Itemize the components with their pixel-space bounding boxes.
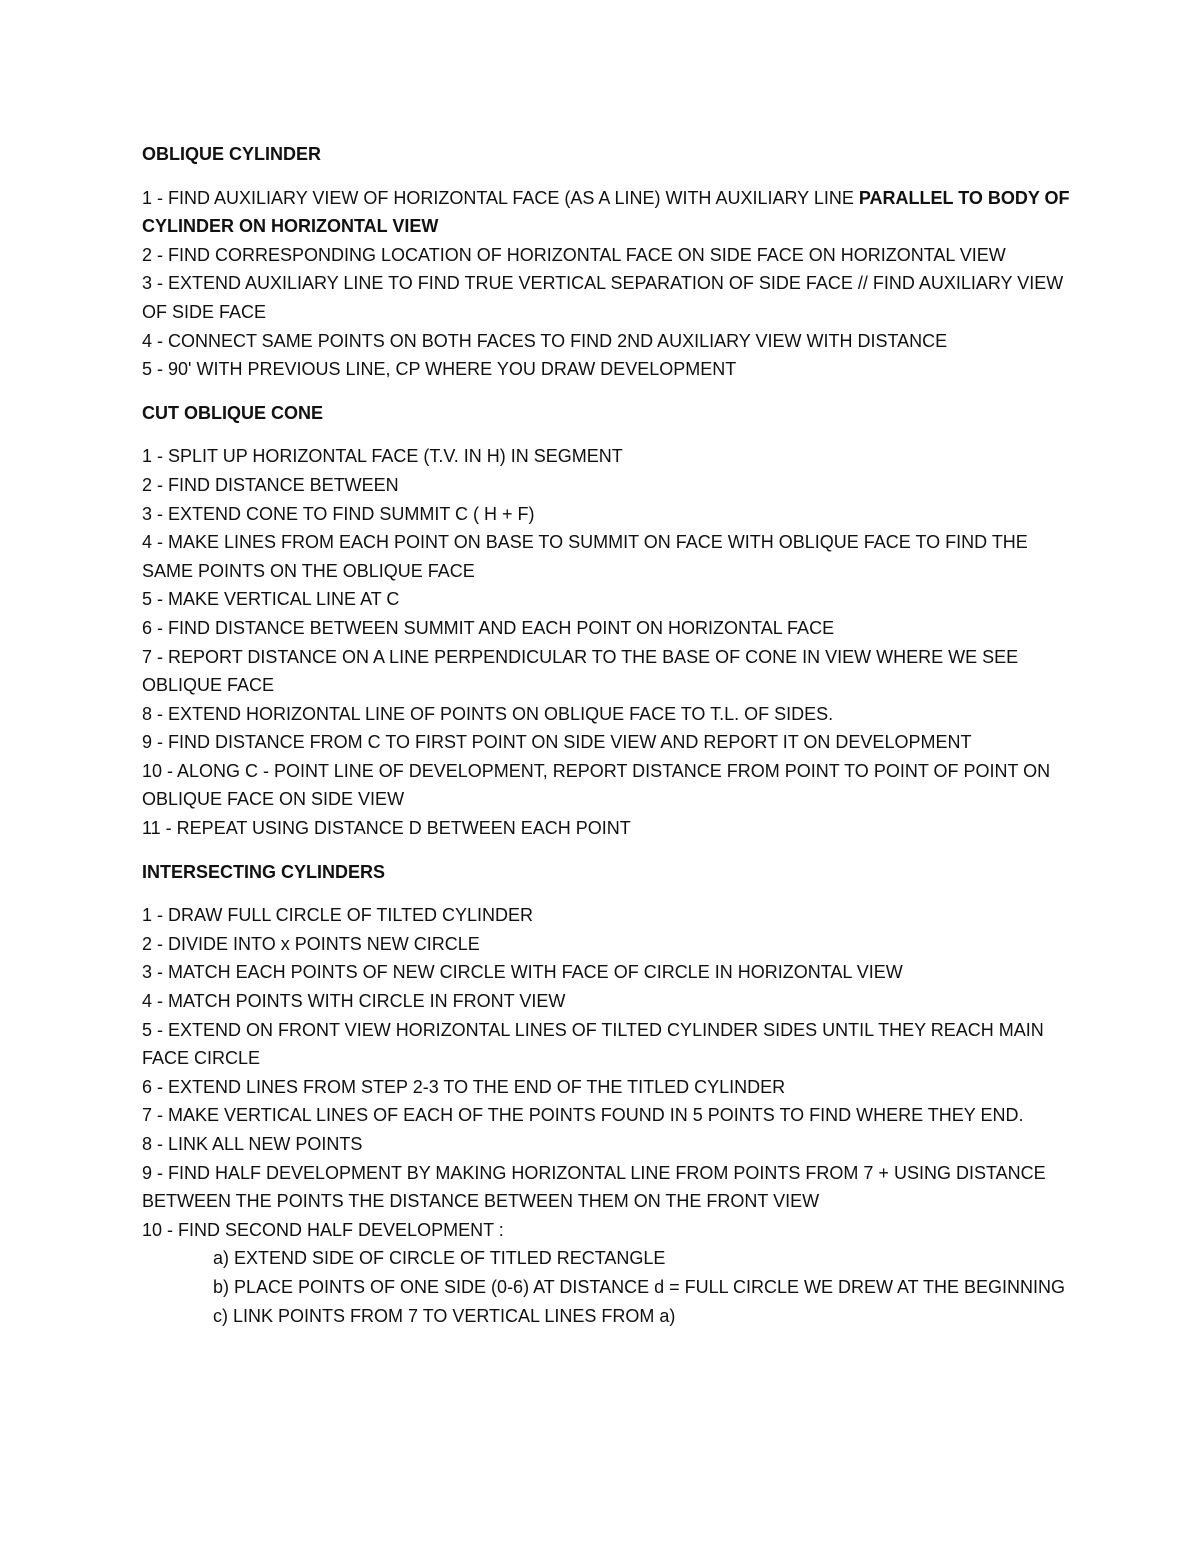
- step-item: 2 - DIVIDE INTO x POINTS NEW CIRCLE: [142, 933, 480, 954]
- step-item: 7 - MAKE VERTICAL LINES OF EACH OF THE POINTS FOUND IN 5 POINTS TO FIND WHERE THEY END.: [142, 1105, 1024, 1126]
- step-item: 4 - MATCH POINTS WITH CIRCLE IN FRONT VIEW: [142, 991, 566, 1012]
- step-item: 4 - CONNECT SAME POINTS ON BOTH FACES TO FIND 2ND AUXILIARY VIEW WITH DISTANCE: [142, 330, 948, 351]
- sub-step-item: a) EXTEND SIDE OF CIRCLE OF TITLED RECTANGLE: [213, 1248, 666, 1269]
- step-item: 1 - DRAW FULL CIRCLE OF TILTED CYLINDER: [142, 905, 534, 926]
- section-title: OBLIQUE CYLINDER: [142, 144, 322, 164]
- document-page: [142, 140, 1082, 1345]
- step-item: 9 - FIND HALF DEVELOPMENT BY MAKING HORIZONTAL LINE FROM POINTS FROM 7 + USING DISTANCE BETWEEN THE POINTS THE DISTANCE BETWEEN THEM ON THE FRONT VIEW: [142, 1162, 1046, 1212]
- section-title: CUT OBLIQUE CONE: [142, 402, 324, 423]
- sub-step-item: c) LINK POINTS FROM 7 TO VERTICAL LINES FROM a): [213, 1305, 676, 1326]
- step-item: 5 - EXTEND ON FRONT VIEW HORIZONTAL LINES OF TILTED CYLINDER SIDES UNTIL THEY REACH MAIN FACE CIRCLE: [142, 1019, 1044, 1069]
- step-item: 8 - LINK ALL NEW POINTS: [142, 1134, 363, 1154]
- step-item: 4 - MAKE LINES FROM EACH POINT ON BASE TO SUMMIT ON FACE WITH OBLIQUE FACE TO FIND THE SAME POINTS ON THE OBLIQUE FACE: [142, 532, 1028, 581]
- section-intersecting-cylinders: [142, 858, 1082, 1331]
- step-item: 6 - EXTEND LINES FROM STEP 2-3 TO THE END OF THE TITLED CYLINDER: [142, 1076, 786, 1097]
- step-item: 11 - REPEAT USING DISTANCE D BETWEEN EACH POINT: [142, 818, 631, 839]
- step-item: 5 - MAKE VERTICAL LINE AT C: [142, 589, 400, 610]
- step-item: 10 - FIND SECOND HALF DEVELOPMENT :: [142, 1219, 504, 1240]
- step-item: 2 - FIND DISTANCE BETWEEN: [142, 474, 399, 495]
- step-bold-text: PARALLEL TO BODY OF CYLINDER ON HORIZONTAL VIEW: [142, 187, 1070, 237]
- sub-step-item: b) PLACE POINTS OF ONE SIDE (0-6) AT DISTANCE d = FULL CIRCLE WE DREW AT THE BEGINNING: [213, 1276, 1066, 1297]
- step-item: 10 - ALONG C - POINT LINE OF DEVELOPMENT, REPORT DISTANCE FROM POINT TO POINT OF POINT ON OBLIQUE FACE ON SIDE VIEW: [142, 760, 1051, 810]
- step-item: 1 - SPLIT UP HORIZONTAL FACE (T.V. IN H) IN SEGMENT: [142, 446, 623, 467]
- step-item: 9 - FIND DISTANCE FROM C TO FIRST POINT ON SIDE VIEW AND REPORT IT ON DEVELOPMENT: [142, 732, 972, 753]
- step-item: 5 - 90' WITH PREVIOUS LINE, CP WHERE YOU DRAW DEVELOPMENT: [142, 359, 737, 380]
- step-item: 8 - EXTEND HORIZONTAL LINE OF POINTS ON OBLIQUE FACE TO T.L. OF SIDES.: [142, 703, 834, 724]
- step-item: 3 - MATCH EACH POINTS OF NEW CIRCLE WITH FACE OF CIRCLE IN HORIZONTAL VIEW: [142, 962, 903, 983]
- step-item: 7 - REPORT DISTANCE ON A LINE PERPENDICULAR TO THE BASE OF CONE IN VIEW WHERE WE SEE OBLIQUE FACE: [142, 646, 1019, 696]
- step-item: 3 - EXTEND AUXILIARY LINE TO FIND TRUE VERTICAL SEPARATION OF SIDE FACE // FIND AUXILIARY VIEW OF SIDE FACE: [142, 273, 1064, 322]
- step-item: 2 - FIND CORRESPONDING LOCATION OF HORIZONTAL FACE ON SIDE FACE ON HORIZONTAL VIEW: [142, 244, 1006, 265]
- section-title: INTERSECTING CYLINDERS: [142, 861, 386, 882]
- step-text: 1 - FIND AUXILIARY VIEW OF HORIZONTAL FACE (AS A LINE) WITH AUXILIARY LINE: [142, 187, 859, 208]
- step-item: 3 - EXTEND CONE TO FIND SUMMIT C ( H + F): [142, 503, 535, 524]
- step-item: [142, 184, 1082, 241]
- step-item: 6 - FIND DISTANCE BETWEEN SUMMIT AND EACH POINT ON HORIZONTAL FACE: [142, 617, 835, 638]
- section-oblique-cylinder: [142, 140, 1082, 384]
- section-cut-oblique-cone: [142, 399, 1082, 843]
